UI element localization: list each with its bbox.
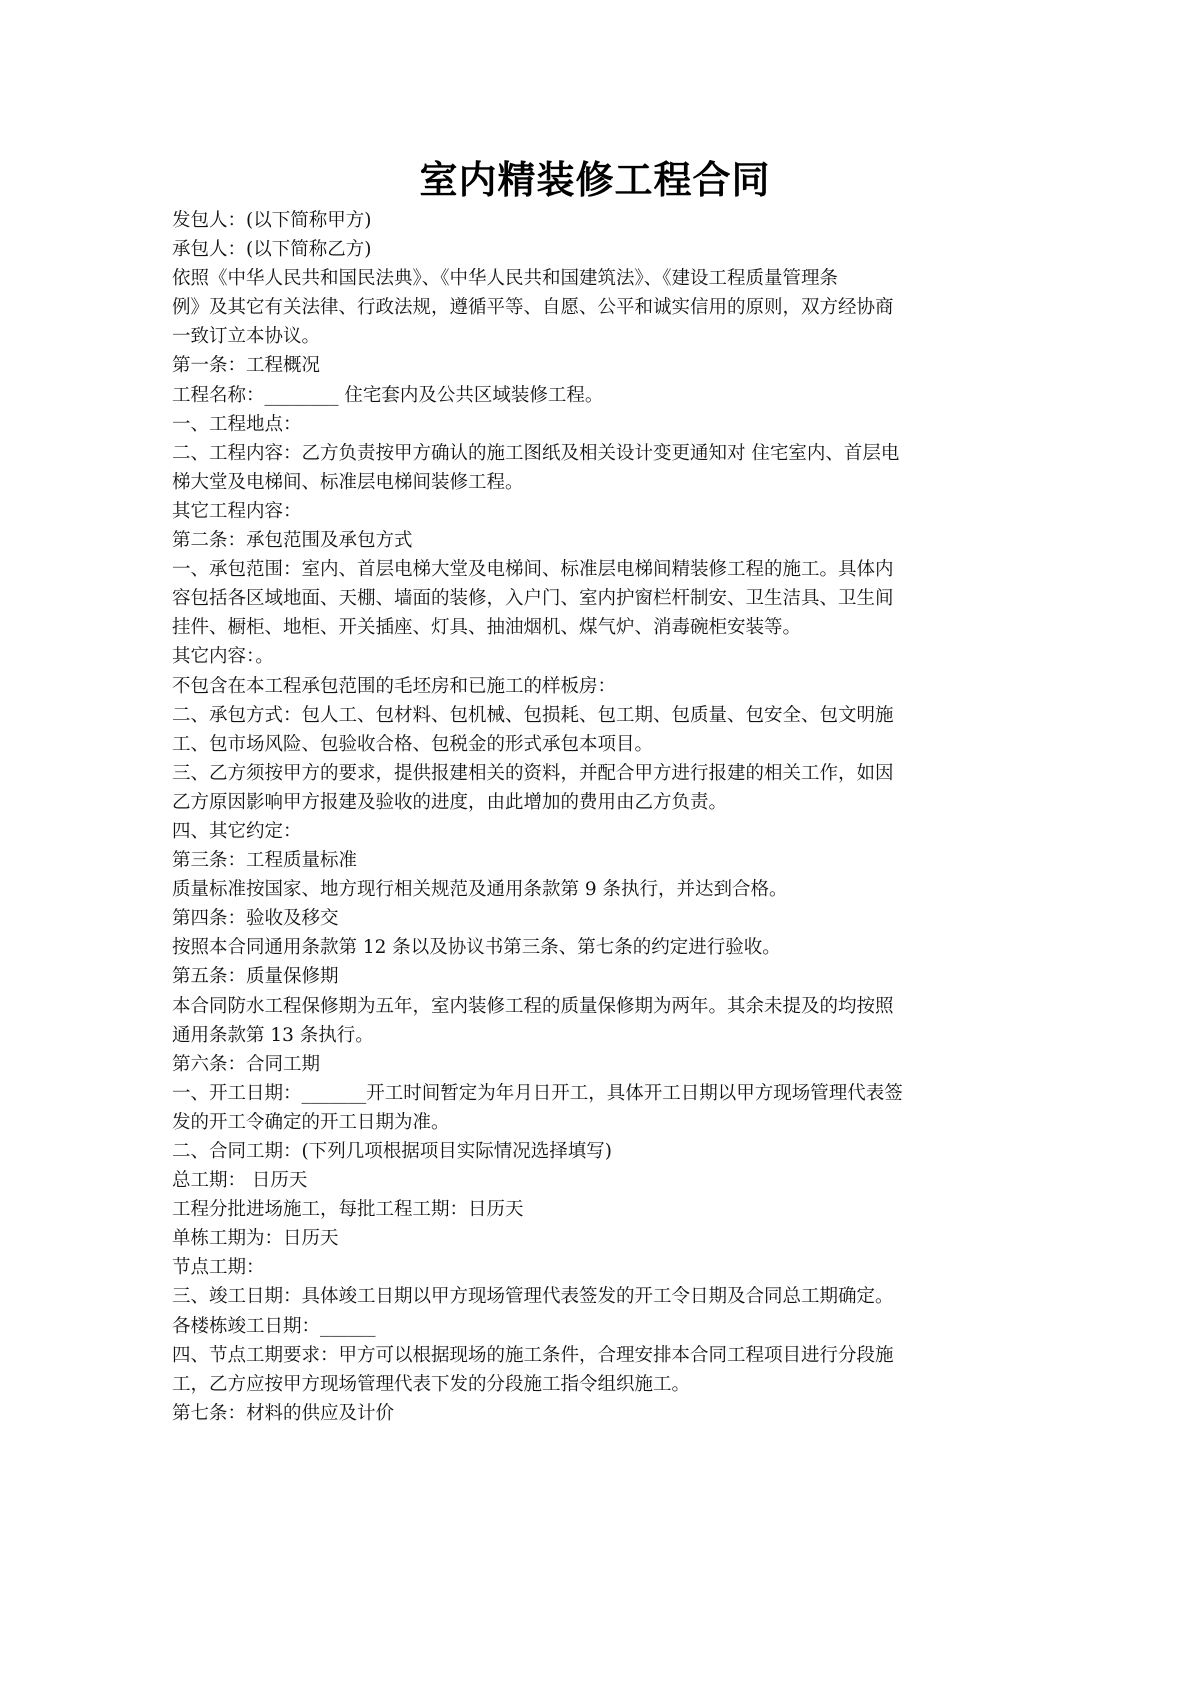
document-line: 乙方原因影响甲方报建及验收的进度，由此增加的费用由乙方负责。 (172, 791, 728, 813)
document-line: 三、乙方须按甲方的要求，提供报建相关的资料，并配合甲方进行报建的相关工作，如因 (172, 762, 894, 784)
document-line: 容包括各区域地面、天棚、墙面的装修，入户门、室内护窗栏杆制安、卫生洁具、卫生间 (172, 588, 894, 610)
document-line: 第四条：验收及移交 (172, 908, 339, 930)
document-line: 不包含在本工程承包范围的毛坯房和已施工的样板房： (172, 675, 617, 697)
document-line: 质量标准按国家、地方现行相关规范及通用条款第 9 条执行，并达到合格。 (172, 879, 788, 901)
document-line: 二、工程内容：乙方负责按甲方确认的施工图纸及相关设计变更通知对 住宅室内、首层电 (172, 442, 900, 464)
document-line: 一致订立本协议。 (172, 326, 321, 348)
document-line: 发包人：(以下简称甲方) (172, 210, 372, 231)
document-line: 工，乙方应按甲方现场管理代表下发的分段施工指令组织施工。 (172, 1373, 691, 1395)
document-body (172, 206, 1018, 1428)
document-line: 三、竣工日期：具体竣工日期以甲方现场管理代表签发的开工令日期及合同总工期确定。 (172, 1286, 894, 1308)
document-line: 一、开工日期：_______开工时间暂定为年月日开工，具体开工日期以甲方现场管理代表签 (172, 1082, 903, 1104)
document-line: 单栋工期为：日历天 (172, 1228, 339, 1250)
document-line: 一、工程地点： (172, 413, 302, 435)
document-line: 四、其它约定： (172, 820, 302, 842)
document-line: 第二条：承包范围及承包方式 (172, 530, 413, 552)
document-line: 四、节点工期要求：甲方可以根据现场的施工条件，合理安排本合同工程项目进行分段施 (172, 1344, 894, 1366)
document-line: 挂件、橱柜、地柜、开关插座、灯具、抽油烟机、煤气炉、消毒碗柜安装等。 (172, 617, 802, 639)
document-line: 工程名称：________ 住宅套内及公共区域装修工程。 (172, 384, 604, 406)
document-line: 本合同防水工程保修期为五年，室内装修工程的质量保修期为两年。其余未提及的均按照 (172, 995, 894, 1017)
document-line: 其它内容：。 (172, 646, 274, 668)
document-line: 工、包市场风险、包验收合格、包税金的形式承包本项目。 (172, 733, 654, 755)
document-line: 节点工期： (172, 1257, 265, 1279)
document-line: 各楼栋竣工日期：______ (172, 1315, 376, 1337)
document-line: 第三条：工程质量标准 (172, 850, 358, 872)
document-line: 例》及其它有关法律、行政法规，遵循平等、自愿、公平和诚实信用的原则，双方经协商 (172, 297, 894, 319)
document-line: 第五条：质量保修期 (172, 966, 339, 988)
document-line: 二、合同工期：(下列几项根据项目实际情况选择填写) (172, 1141, 612, 1162)
document-line: 第一条：工程概况 (172, 355, 321, 377)
document-line: 第六条：合同工期 (172, 1053, 321, 1075)
document-line: 一、承包范围：室内、首层电梯大堂及电梯间、标准层电梯间精装修工程的施工。具体内 (172, 559, 894, 581)
document-line: 承包人：(以下简称乙方) (172, 239, 372, 261)
document-line: 工程分批进场施工，每批工程工期：日历天 (172, 1199, 524, 1221)
document-line: 第七条：材料的供应及计价 (172, 1402, 395, 1424)
document-line: 按照本合同通用条款第 12 条以及协议书第三条、第七条的约定进行验收。 (172, 937, 781, 959)
document-line: 发的开工令确定的开工日期为准。 (172, 1111, 450, 1133)
document-title: 室内精装修工程合同 (419, 157, 771, 202)
document-line: 二、承包方式：包人工、包材料、包机械、包损耗、包工期、包质量、包安全、包文明施 (172, 704, 894, 726)
document-line: 通用条款第 13 条执行。 (172, 1024, 374, 1046)
document-line: 梯大堂及电梯间、标准层电梯间装修工程。 (172, 471, 524, 493)
document-line: 总工期： 日历天 (172, 1170, 308, 1192)
document-line: 依照《中华人民共和国民法典》、《中华人民共和国建筑法》、《建设工程质量管理条 (172, 268, 839, 290)
document-line: 其它工程内容： (172, 500, 302, 522)
